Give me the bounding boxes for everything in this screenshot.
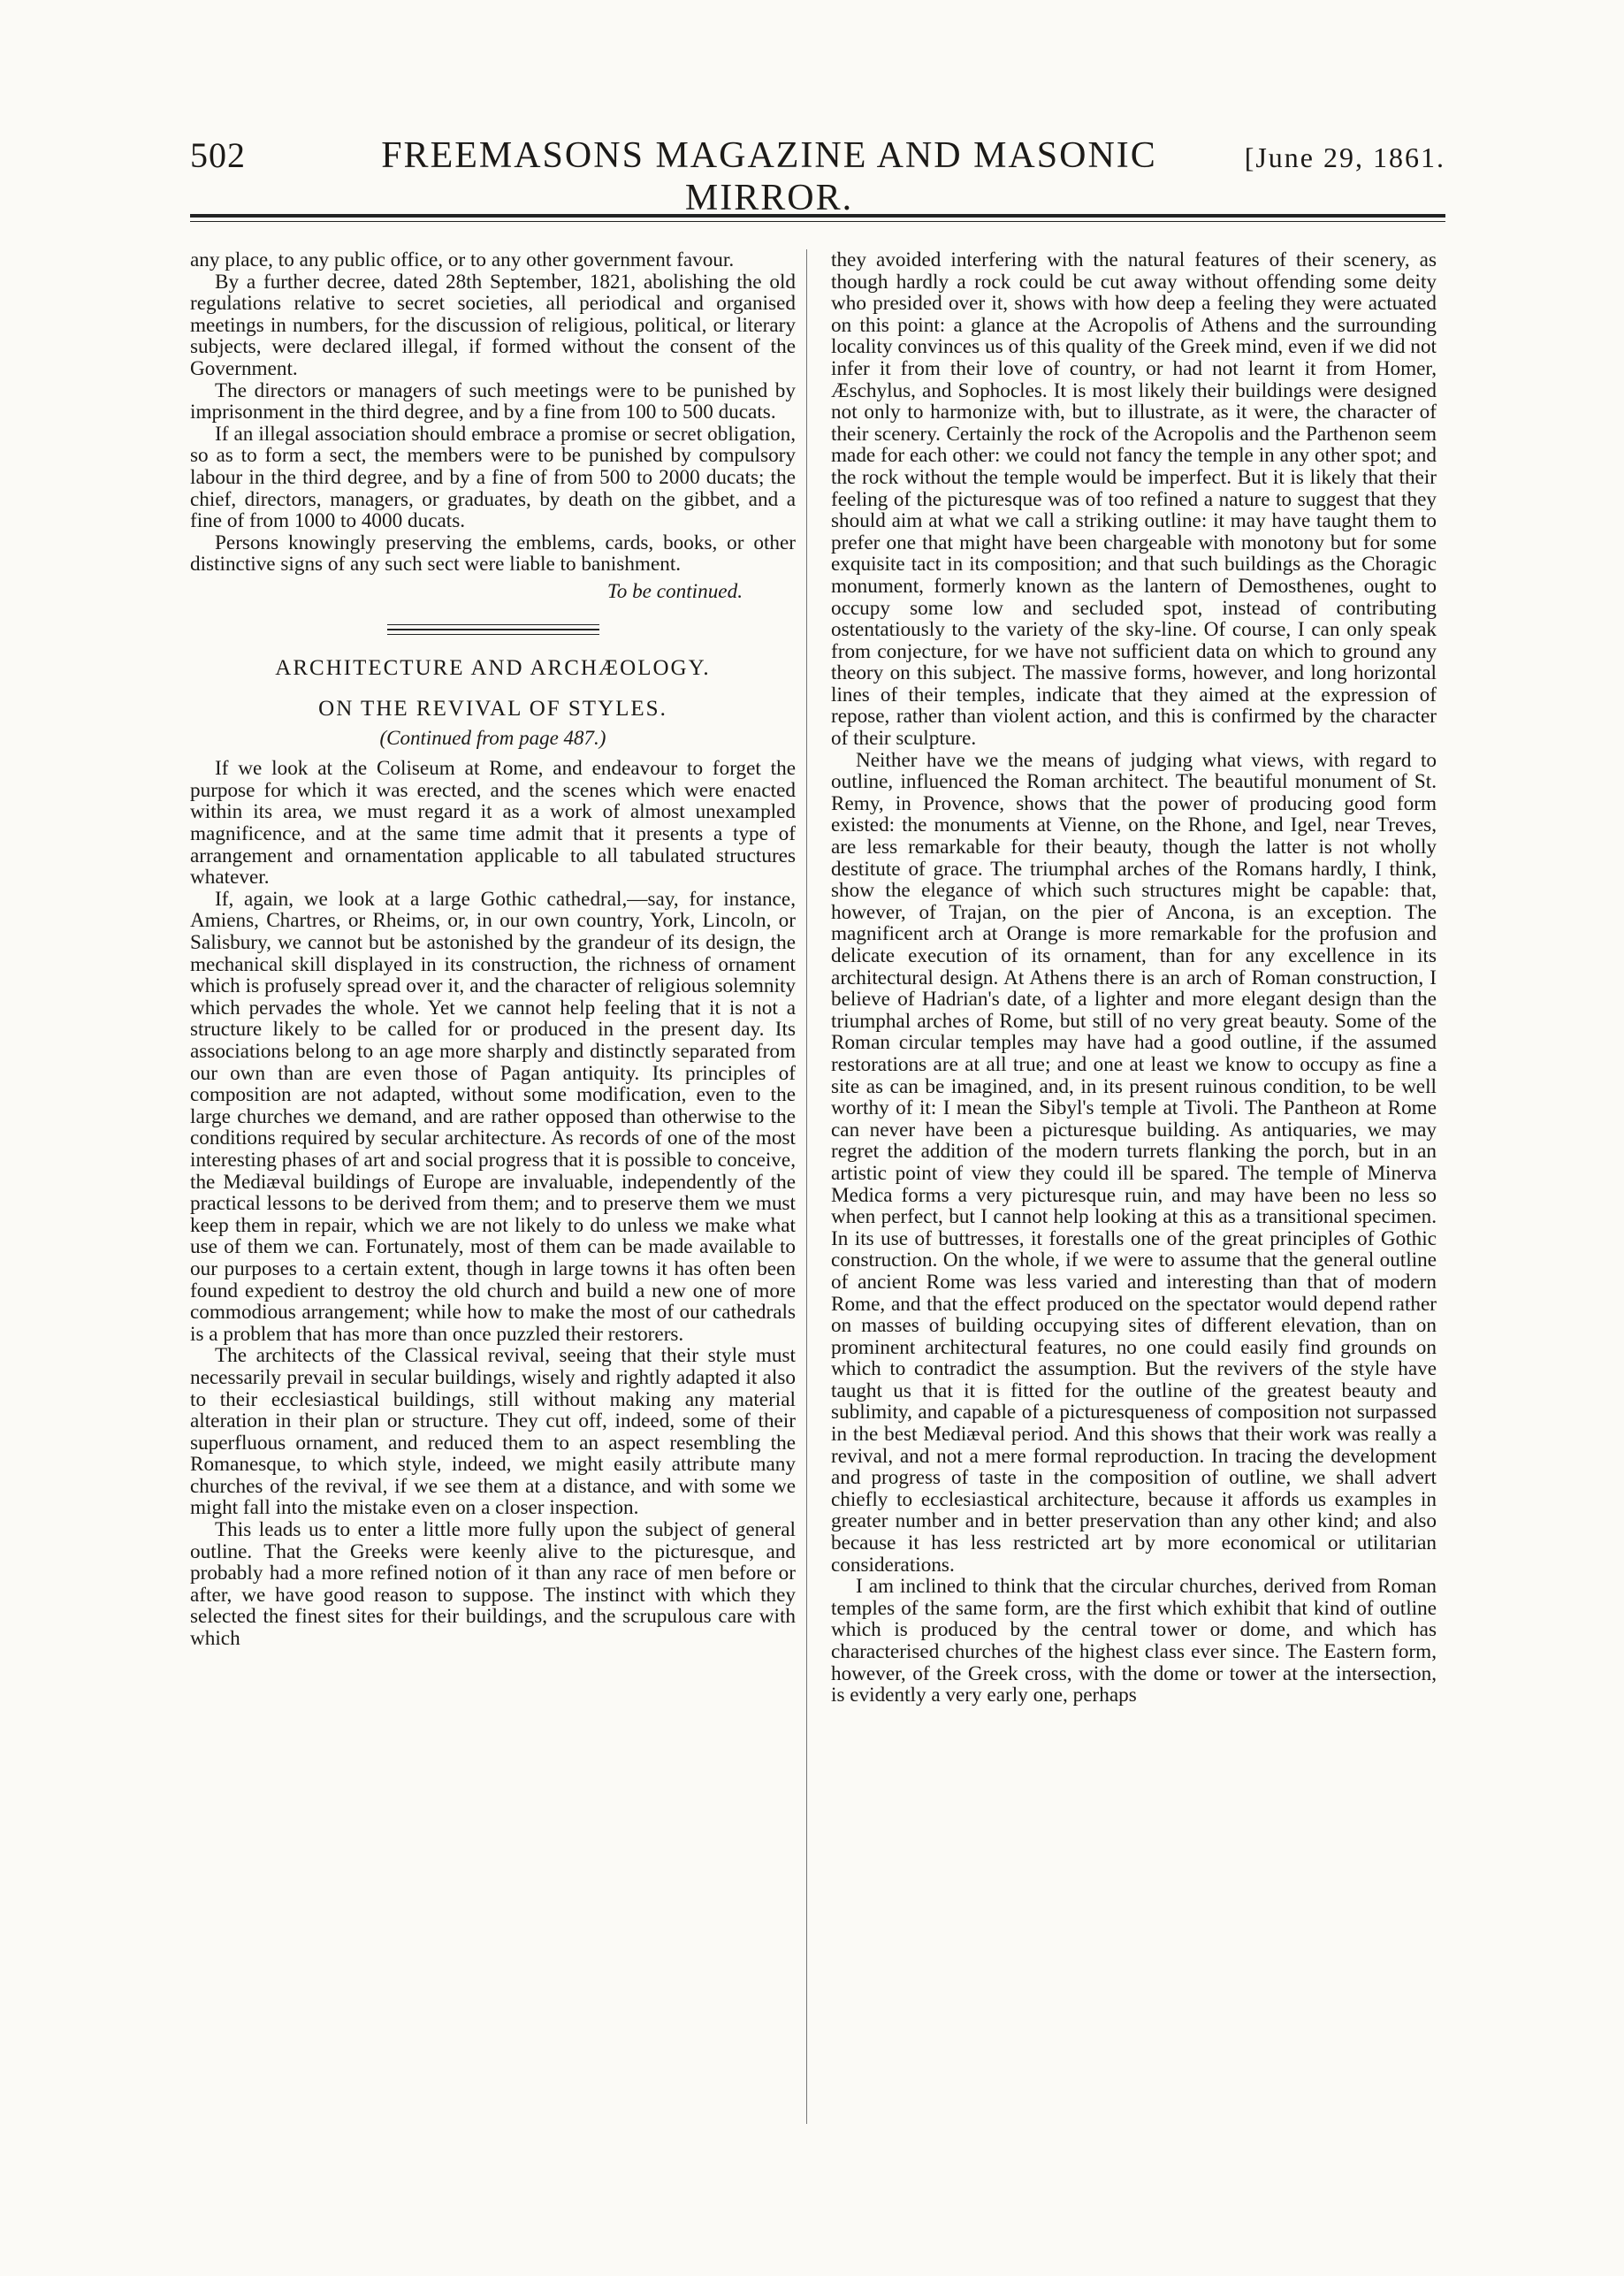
separator-line	[387, 624, 599, 625]
paragraph: The architects of the Classical revival, seeing that their style must necessarily prevail in secular buildings, wisely and rightly adapted it also to their ecclesiastical buildings, still without making any material alteration in their plan or structure. They cut off, indeed, some of their superfluous ornament, and reduced them to an aspect resembling the Romanesque, to which style, indeed, we might easily attribute many churches of the revival, if we see them at a distance, and with some we might fall into the mistake even on a closer inspection.	[190, 1344, 796, 1520]
separator-line	[387, 629, 599, 630]
left-column	[190, 249, 796, 1650]
page-number: 502	[190, 135, 246, 175]
paragraph: If, again, we look at a large Gothic cathedral,—say, for instance, Amiens, Chartres, or Rheims, or, in our own country, York, Lincoln, or Salisbury, we cannot but be astonished by the grandeur of its design, the mechanical skill displayed in its construction, the richness of ornament which is profusely spread over it, and the character of religious solemnity which pervades the whole. Yet we cannot help feeling that it is not a structure likely to be called for or produced in the present day. Its associations belong to an age more sharply and distinctly separated from our own than are even those of Pagan antiquity. Its principles of composition are not adapted, without some modification, even to the large churches we demand, and are rather opposed than otherwise to the conditions required by secular architecture. As records of one of the most interesting phases of art and social progress that it is possible to conceive, the Mediæval buildings of Europe are invaluable, independently of the practical lessons to be derived from them; and to preserve them we must keep them in repair, which we are not likely to do unless we make what use of them we can. Fortunately, most of them can be made available to our purposes to a certain extent, though in large towns it has often been found expedient to destroy the old church and build a new one of more commodious arrangement; while how to make the most of our cathedrals is a problem that has more than once puzzled their restorers.	[190, 887, 796, 1346]
paragraph: If we look at the Coliseum at Rome, and endeavour to forget the purpose for which it was erected, and the scenes which were enacted within its area, we must regard it as a work of almost unexampled magnificence, and at the same time admit that it presents a type of arrangement and ornamentation applicable to all tabulated structures whatever.	[190, 757, 796, 890]
paragraph: If an illegal association should embrace a promise or secret obligation, so as to form a sect, the members were to be punished by compulsory labour in the third degree, and by a fine of from 500 to 2000 ducats; the chief, directors, managers, or graduates, by death on the gibbet, and a fine of from 1000 to 4000 ducats.	[190, 422, 796, 533]
paragraph: The directors or managers of such meetings were to be punished by imprisonment in the third degree, and by a fine from 100 to 500 ducats.	[190, 378, 796, 424]
paragraph: By a further decree, dated 28th September, 1821, abolishing the old regulations relative to secret societies, all periodical and organised meetings in numbers, for the discussion of religious, political, or literary subjects, were declared illegal, if formed without the consent of the Government.	[190, 270, 796, 380]
masthead-title: FREEMASONS MAGAZINE AND MASONIC MIRROR.	[381, 135, 1157, 218]
section-heading: ARCHITECTURE AND ARCHÆOLOGY.	[275, 655, 711, 680]
header-rule	[190, 214, 1445, 218]
column-divider	[806, 249, 807, 2124]
header-rule-thin	[190, 221, 1445, 222]
page-header	[190, 134, 1445, 218]
separator-line	[387, 634, 599, 635]
continued-note: (Continued from page 487.)	[379, 726, 606, 749]
paragraph: I am inclined to think that the circular churches, derived from Roman temples of the same form, are the first which exhibit that kind of outline which is produced by the central tower or dome, and which has characterised churches of the highest class ever since. The Eastern form, however, of the Greek cross, with the dome or tower at the intersection, is evidently a very early one, perhaps	[831, 1575, 1437, 1707]
paragraph: Persons knowingly preserving the emblems, cards, books, or other distinctive signs of any such sect were liable to banishment.	[190, 531, 796, 577]
paragraph: they avoided interfering with the natural features of their scenery, as though hardly a rock could be cut away without offending some deity who presided over it, shows with how deep a feeling they were actuated on this point: a glance at the Acropolis of Athens and the surrounding locality convinces us of this quality of the Greek mind, even if we did not infer it from their love of country, or had not learnt it from Homer, Æschylus, and Sophocles. It is most likely their buildings were designed not only to harmonize with, but to illustrate, as it were, the character of their scenery. Certainly the rock of the Acropolis and the Parthenon seem made for each other: we could not fancy the temple in any other spot; and the rock without the temple would be imperfect. But it is likely that their feeling of the picturesque was of too refined a nature to suggest that they should aim at what we call a striking outline: it may have taught them to prefer one that might have been chargeable with monotony but for some exquisite tact in its composition; and that such buildings as the Choragic monument, formerly known as the lantern of Demosthenes, ought to occupy some low and secluded spot, instead of contributing ostentatiously to the variety of the sky-line. Of course, I can only speak from conjecture, for we have not sufficient data on which to ground any theory on this subject. The massive forms, however, and long horizontal lines of their temples, indicate that they aimed at the expression of repose, rather than violent action, and this is confirmed by the character of their sculpture.	[831, 248, 1437, 751]
paragraph: Neither have we the means of judging what views, with regard to outline, influenced the Roman architect. The beautiful monument of St. Remy, in Provence, shows that the power of producing good form existed: the monuments at Vienne, on the Rhone, and Igel, near Treves, are less remarkable for their beauty, though the latter is not wholly destitute of grace. The triumphal arches of the Romans hardly, I think, show the elegance of which such structures might be capable: that, however, of Trajan, on the pier of Ancona, is an exception. The magnificent arch at Orange is more remarkable for the profusion and delicate execution of its ornament, than for any excellence in its architectural design. At Athens there is an arch of Roman construction, I believe of Hadrian's date, of a lighter and more elegant design than the triumphal arches of Rome, but still of no very great beauty. Some of the Roman circular temples may have had a good outline, if the assumed restorations are at all true; and one at least we know to occupy as fine a site as can be imagined, and, in its present ruinous condition, to be well worthy of it: I mean the Sibyl's temple at Tivoli. The Pantheon at Rome can never have been a picturesque building. As antiquaries, we may regret the addition of the modern turrets flanking the porch, but in an artistic point of view they could ill be spared. The temple of Minerva Medica forms a very picturesque ruin, and may have been no less so when perfect, but I cannot help looking at this as a transitional specimen. In its use of buttresses, it forestalls one of the great principles of Gothic construction. On the whole, if we were to assume that the general outline of ancient Rome was less varied and interesting than that of modern Rome, and that the effect produced on the spectator would depend rather on masses of building occupying sites of different elevation, than on prominent architectural features, no one could easily find grounds on which to contradict the assumption. But the revivers of the style have taught us that it is fitted for the outline of the greatest beauty and sublimity, and capable of a picturesqueness of composition not surpassed in the best Mediæval period. And this shows that their work was really a revival, and not a mere formal reproduction. In tracing the development and progress of taste in the composition of outline, we shall advert chiefly to ecclesiastical architecture, because it affords us examples in greater number and in better preservation than any other kind; and also because it has less restricted art by more economical or utilitarian considerations.	[831, 748, 1437, 1577]
to-be-continued: To be continued.	[606, 579, 743, 603]
issue-date: [June 29, 1861.	[1244, 141, 1445, 173]
article-title: ON THE REVIVAL OF STYLES.	[318, 697, 667, 722]
paragraph: This leads us to enter a little more fully upon the subject of general outline. That the Greeks were keenly alive to the picturesque, and probably had a more refined notion of it than any race of men before or after, we have good reason to suppose. The instinct with which they selected the finest sites for their buildings, and the scrupulous care with which	[190, 1518, 796, 1651]
paragraph: any place, to any public office, or to any other government favour.	[190, 248, 735, 271]
section-separator	[387, 624, 599, 635]
right-column	[831, 249, 1437, 1707]
